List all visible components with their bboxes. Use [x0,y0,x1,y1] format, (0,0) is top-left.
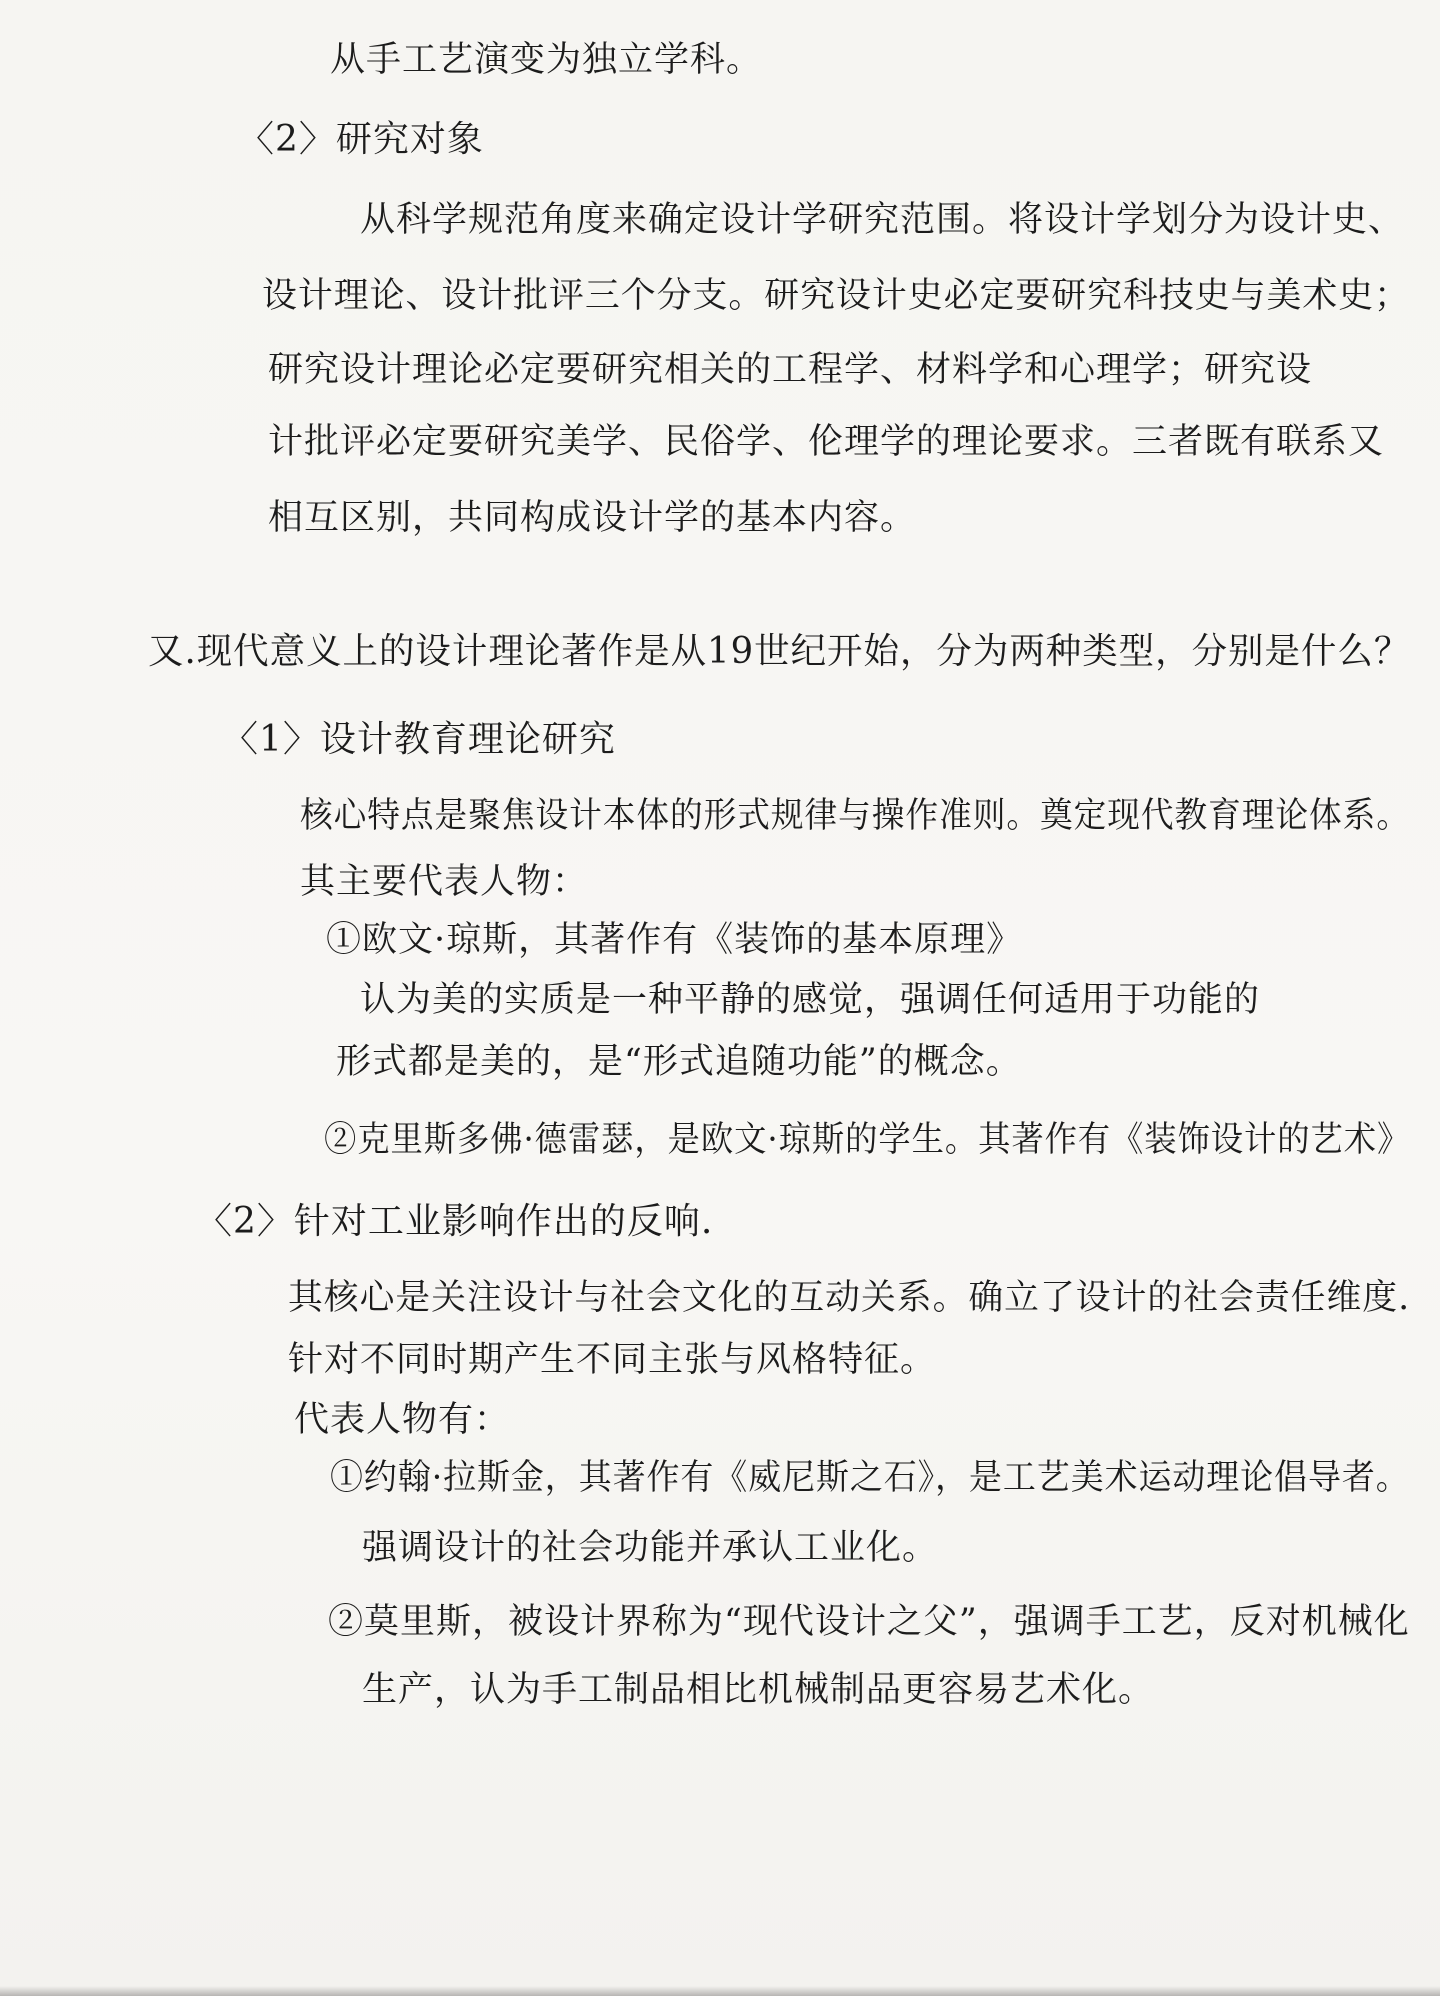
research-object-line-3: 研究设计理论必定要研究相关的工程学、材料学和心理学；研究设 [268,350,1313,390]
sub2-heading-research-object: 〈2〉研究对象 [238,119,484,160]
person-ruskin-body: 强调设计的社会功能并承认工业化。 [362,1528,939,1568]
page-bottom-edge [0,1986,1440,1996]
sub2-heading-industrial-response: 〈2〉针对工业影响作出的反响. [196,1201,714,1242]
person-morris-body: 生产，认为手工制品相比机械制品更容易艺术化。 [362,1670,1155,1710]
sub1-heading-design-education: 〈1〉设计教育理论研究 [222,719,616,760]
industrial-response-line-1: 其核心是关注设计与社会文化的互动关系。确立了设计的社会责任维度. [288,1278,1411,1318]
industrial-response-line-2: 针对不同时期产生不同主张与风格特征。 [288,1340,937,1380]
research-object-line-2: 设计理论、设计批评三个分支。研究设计史必定要研究科技史与美术史； [262,276,1410,316]
person-owen-jones-body-1: 认为美的实质是一种平静的感觉，强调任何适用于功能的 [360,980,1261,1020]
intro-tail-line: 从手工艺演变为独立学科。 [330,40,763,80]
design-education-line-2: 其主要代表人物： [300,862,589,902]
person-owen-jones-title: ①欧文·琼斯，其著作有《装饰的基本原理》 [326,920,1023,960]
person-ruskin-title: ①约翰·拉斯金，其著作有《威尼斯之石》，是工艺美术运动理论倡导者。 [330,1458,1410,1498]
person-dresser-title: ②克里斯多佛·德雷瑟，是欧文·琼斯的学生。其著作有《装饰设计的艺术》 [324,1120,1411,1160]
question-text: 又.现代意义上的设计理论著作是从19世纪开始，分为两种类型，分别是什么？ [148,631,1411,672]
person-owen-jones-body-2: 形式都是美的，是“形式追随功能”的概念。 [336,1042,1022,1082]
research-object-line-4: 计批评必定要研究美学、民俗学、伦理学的理论要求。三者既有联系又 [268,422,1385,462]
research-object-line-1: 从科学规范角度来确定设计学研究范围。将设计学划分为设计史、 [360,200,1405,240]
research-object-line-5: 相互区别，共同构成设计学的基本内容。 [268,498,917,538]
person-morris-title: ②莫里斯，被设计界称为“现代设计之父”，强调手工艺，反对机械化 [328,1602,1410,1642]
design-education-line-1: 核心特点是聚焦设计本体的形式规律与操作准则。奠定现代教育理论体系。 [300,796,1410,836]
representatives-label: 代表人物有： [294,1400,511,1440]
